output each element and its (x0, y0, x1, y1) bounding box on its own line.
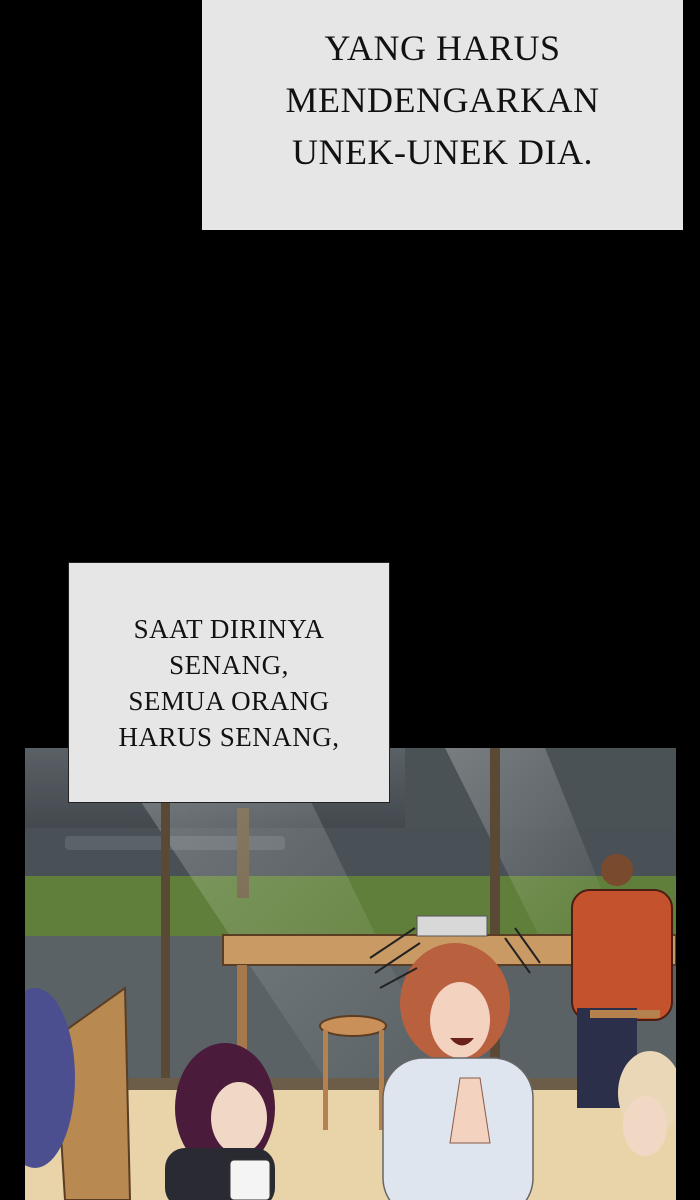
coffee-cup (230, 1160, 270, 1200)
man-head (601, 854, 633, 886)
cafe-illustration-panel (25, 748, 676, 1200)
caption-line: HARUS SENANG, (118, 721, 340, 752)
caption-box-top (202, 0, 683, 230)
woman-face (430, 982, 490, 1058)
blonde-face (623, 1096, 667, 1156)
stool-leg (323, 1030, 328, 1130)
window-frame (161, 798, 170, 1088)
caption-line: SEMUA ORANG (128, 685, 330, 716)
man-jacket (572, 890, 672, 1020)
back-stool (590, 1010, 660, 1018)
box-on-table (417, 916, 487, 936)
caption-line: MENDENGARKAN (285, 80, 600, 120)
caption-line: UNEK-UNEK DIA. (292, 132, 593, 172)
caption-box-middle (68, 562, 390, 803)
cafe-scene (25, 748, 676, 1200)
caption-line: SAAT DIRINYA (133, 613, 325, 644)
caption-line: YANG HARUS (324, 28, 561, 68)
stool-seat (320, 1016, 386, 1036)
girl-purple-face (211, 1082, 267, 1154)
caption-line: SENANG, (169, 649, 289, 680)
